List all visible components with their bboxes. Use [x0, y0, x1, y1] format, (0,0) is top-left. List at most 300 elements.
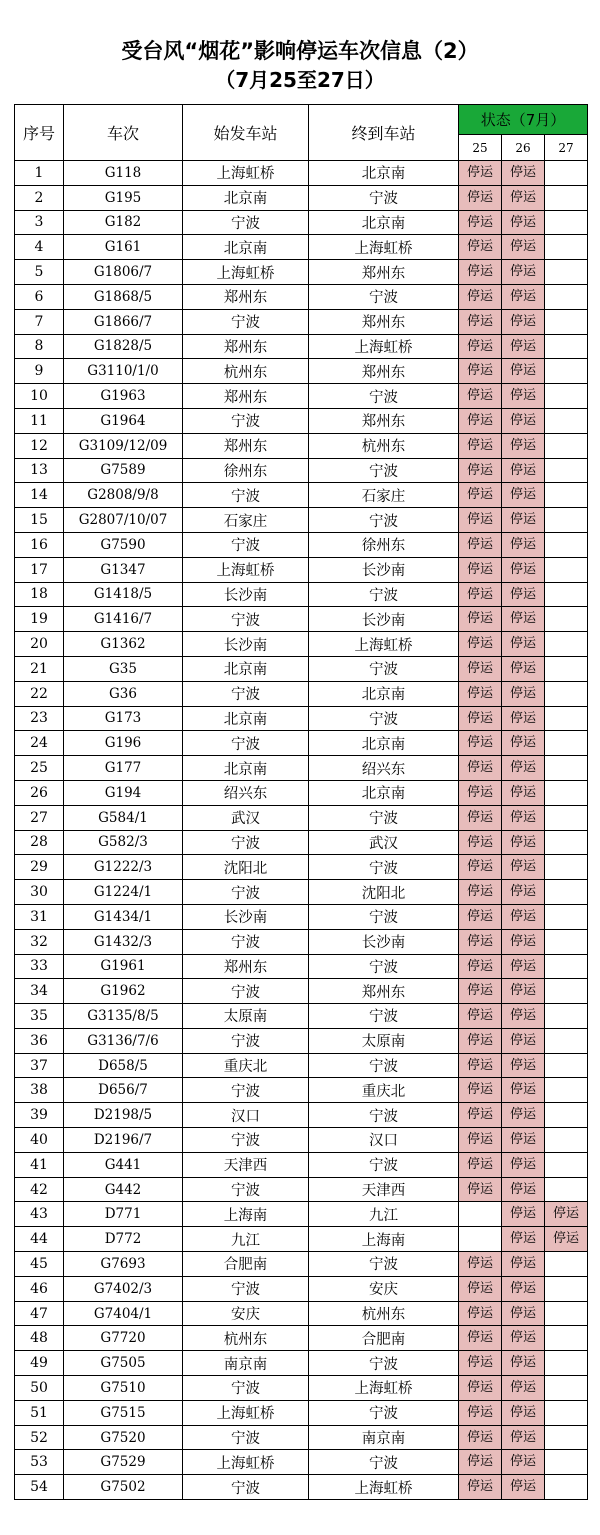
row-status-day-27 — [545, 284, 588, 309]
row-index: 17 — [15, 557, 64, 582]
row-destination: 北京南 — [309, 780, 459, 805]
row-train: G2807/10/07 — [64, 508, 183, 533]
stopped-badge: 停运 — [466, 1404, 493, 1420]
table-row — [15, 731, 588, 756]
row-status-day-26 — [502, 1177, 545, 1202]
row-origin: 宁波 — [183, 607, 309, 632]
row-origin: 北京南 — [183, 235, 309, 260]
row-status-day-25 — [459, 1028, 502, 1053]
row-destination: 宁波 — [309, 1450, 459, 1475]
row-train: G2808/9/8 — [64, 483, 183, 508]
row-origin: 宁波 — [183, 309, 309, 334]
stopped-badge: 停运 — [466, 214, 493, 230]
table-row — [15, 1326, 588, 1351]
table-row — [15, 929, 588, 954]
stopped-badge: 停运 — [552, 1231, 579, 1247]
row-destination: 宁波 — [309, 904, 459, 929]
row-status-day-26 — [502, 731, 545, 756]
row-train: D656/7 — [64, 1078, 183, 1103]
stopped-badge: 停运 — [509, 288, 536, 304]
row-status-day-26 — [502, 1351, 545, 1376]
row-status-day-26 — [502, 1301, 545, 1326]
stopped-badge: 停运 — [509, 1206, 536, 1222]
stopped-badge: 停运 — [509, 1231, 536, 1247]
row-status-day-25 — [459, 656, 502, 681]
row-status-day-26 — [502, 1276, 545, 1301]
row-origin: 郑州东 — [183, 433, 309, 458]
stopped-badge: 停运 — [509, 1330, 536, 1346]
row-train: G1432/3 — [64, 929, 183, 954]
row-index: 52 — [15, 1425, 64, 1450]
suspended-trains-table — [14, 104, 588, 1500]
row-status-day-27 — [545, 185, 588, 210]
stopped-badge: 停运 — [466, 1256, 493, 1272]
stopped-badge: 停运 — [509, 1107, 536, 1123]
row-destination: 宁波 — [309, 706, 459, 731]
row-status-day-27 — [545, 508, 588, 533]
stopped-badge: 停运 — [509, 412, 536, 428]
row-origin: 上海虹桥 — [183, 1450, 309, 1475]
row-destination: 绍兴东 — [309, 756, 459, 781]
row-status-day-27 — [545, 1078, 588, 1103]
row-index: 16 — [15, 532, 64, 557]
row-origin: 郑州东 — [183, 284, 309, 309]
row-train: G3136/7/6 — [64, 1028, 183, 1053]
stopped-badge: 停运 — [466, 1454, 493, 1470]
row-train: G177 — [64, 756, 183, 781]
row-index: 35 — [15, 1004, 64, 1029]
row-status-day-27 — [545, 1326, 588, 1351]
row-status-day-26 — [502, 359, 545, 384]
row-status-day-26 — [502, 880, 545, 905]
row-train: G194 — [64, 780, 183, 805]
table-row — [15, 161, 588, 186]
row-train: G1224/1 — [64, 880, 183, 905]
stopped-badge: 停运 — [466, 1280, 493, 1296]
row-status-day-27 — [545, 1301, 588, 1326]
row-status-day-25 — [459, 235, 502, 260]
stopped-badge: 停运 — [509, 264, 536, 280]
row-status-day-26 — [502, 284, 545, 309]
row-origin: 北京南 — [183, 185, 309, 210]
stopped-badge: 停运 — [466, 636, 493, 652]
stopped-badge: 停运 — [509, 1057, 536, 1073]
row-status-day-26 — [502, 309, 545, 334]
row-status-day-25 — [459, 979, 502, 1004]
stopped-badge: 停运 — [509, 1032, 536, 1048]
row-status-day-25 — [459, 532, 502, 557]
row-index: 44 — [15, 1227, 64, 1252]
row-index: 36 — [15, 1028, 64, 1053]
row-train: G161 — [64, 235, 183, 260]
row-destination: 宁波 — [309, 954, 459, 979]
row-index: 30 — [15, 880, 64, 905]
row-index: 47 — [15, 1301, 64, 1326]
stopped-badge: 停运 — [466, 784, 493, 800]
row-origin: 汉口 — [183, 1103, 309, 1128]
row-origin: 长沙南 — [183, 632, 309, 657]
stopped-badge: 停运 — [466, 1181, 493, 1197]
table-row — [15, 1376, 588, 1401]
table-row — [15, 780, 588, 805]
row-destination: 北京南 — [309, 210, 459, 235]
row-train: G35 — [64, 656, 183, 681]
row-destination: 沈阳北 — [309, 880, 459, 905]
row-status-day-25 — [459, 1004, 502, 1029]
row-status-day-26 — [502, 830, 545, 855]
row-index: 48 — [15, 1326, 64, 1351]
stopped-badge: 停运 — [509, 512, 536, 528]
row-status-day-26 — [502, 582, 545, 607]
header-status: 状态（7月） — [459, 105, 588, 135]
row-status-day-27 — [545, 235, 588, 260]
table-row — [15, 508, 588, 533]
row-status-day-27 — [545, 904, 588, 929]
row-destination: 郑州东 — [309, 309, 459, 334]
row-status-day-27 — [545, 1177, 588, 1202]
row-train: G1806/7 — [64, 260, 183, 285]
table-row — [15, 1078, 588, 1103]
stopped-badge: 停运 — [509, 363, 536, 379]
table-row — [15, 607, 588, 632]
row-status-day-27 — [545, 161, 588, 186]
stopped-badge: 停运 — [509, 1404, 536, 1420]
stopped-badge: 停运 — [466, 487, 493, 503]
stopped-badge: 停运 — [509, 1280, 536, 1296]
table-row — [15, 880, 588, 905]
row-index: 2 — [15, 185, 64, 210]
row-origin: 宁波 — [183, 532, 309, 557]
row-train: G1434/1 — [64, 904, 183, 929]
row-status-day-27 — [545, 805, 588, 830]
stopped-badge: 停运 — [509, 1355, 536, 1371]
row-status-day-26 — [502, 756, 545, 781]
row-status-day-25 — [459, 1425, 502, 1450]
row-status-day-27 — [545, 1425, 588, 1450]
table-body — [15, 161, 588, 1500]
stopped-badge: 停运 — [509, 859, 536, 875]
row-origin: 天津西 — [183, 1152, 309, 1177]
row-status-day-25 — [459, 904, 502, 929]
row-status-day-25 — [459, 607, 502, 632]
row-index: 4 — [15, 235, 64, 260]
row-index: 29 — [15, 855, 64, 880]
row-train: G7529 — [64, 1450, 183, 1475]
stopped-badge: 停运 — [466, 660, 493, 676]
stopped-badge: 停运 — [466, 462, 493, 478]
row-origin: 宁波 — [183, 880, 309, 905]
row-index: 12 — [15, 433, 64, 458]
row-status-day-27 — [545, 260, 588, 285]
stopped-badge: 停运 — [509, 958, 536, 974]
row-origin: 长沙南 — [183, 582, 309, 607]
row-origin: 绍兴东 — [183, 780, 309, 805]
row-index: 28 — [15, 830, 64, 855]
row-train: D2198/5 — [64, 1103, 183, 1128]
row-train: G1362 — [64, 632, 183, 657]
stopped-badge: 停运 — [466, 437, 493, 453]
row-status-day-25 — [459, 1450, 502, 1475]
row-status-day-26 — [502, 161, 545, 186]
row-destination: 宁波 — [309, 656, 459, 681]
row-train: G7404/1 — [64, 1301, 183, 1326]
row-status-day-27 — [545, 880, 588, 905]
row-index: 7 — [15, 309, 64, 334]
table-row — [15, 1004, 588, 1029]
row-destination: 九江 — [309, 1202, 459, 1227]
row-index: 1 — [15, 161, 64, 186]
table-row — [15, 1202, 588, 1227]
row-status-day-25 — [459, 880, 502, 905]
row-origin: 沈阳北 — [183, 855, 309, 880]
row-index: 37 — [15, 1053, 64, 1078]
row-train: D772 — [64, 1227, 183, 1252]
row-train: G584/1 — [64, 805, 183, 830]
row-destination: 上海虹桥 — [309, 334, 459, 359]
table-row — [15, 1450, 588, 1475]
stopped-badge: 停运 — [466, 512, 493, 528]
stopped-badge: 停运 — [509, 1380, 536, 1396]
stopped-badge: 停运 — [509, 338, 536, 354]
row-index: 39 — [15, 1103, 64, 1128]
row-status-day-27 — [545, 855, 588, 880]
table-row — [15, 830, 588, 855]
row-status-day-25 — [459, 706, 502, 731]
table-row — [15, 1252, 588, 1277]
row-origin: 宁波 — [183, 1425, 309, 1450]
table-row — [15, 706, 588, 731]
row-status-day-25 — [459, 1053, 502, 1078]
row-status-day-26 — [502, 929, 545, 954]
row-destination: 宁波 — [309, 1252, 459, 1277]
row-status-day-25 — [459, 632, 502, 657]
row-status-day-25 — [459, 582, 502, 607]
row-status-day-25 — [459, 483, 502, 508]
row-status-day-27 — [545, 309, 588, 334]
stopped-badge: 停运 — [466, 1380, 493, 1396]
stopped-badge: 停运 — [466, 685, 493, 701]
stopped-badge: 停运 — [466, 1008, 493, 1024]
row-status-day-25 — [459, 260, 502, 285]
stopped-badge: 停运 — [509, 1082, 536, 1098]
row-status-day-26 — [502, 235, 545, 260]
row-status-day-25 — [459, 334, 502, 359]
row-status-day-26 — [502, 185, 545, 210]
table-row — [15, 1177, 588, 1202]
row-origin: 宁波 — [183, 731, 309, 756]
row-train: G7589 — [64, 458, 183, 483]
row-destination: 安庆 — [309, 1276, 459, 1301]
row-status-day-26 — [502, 408, 545, 433]
row-train: G1868/5 — [64, 284, 183, 309]
row-status-day-27 — [545, 1004, 588, 1029]
stopped-badge: 停运 — [466, 288, 493, 304]
row-status-day-25 — [459, 1351, 502, 1376]
row-status-day-25 — [459, 731, 502, 756]
row-train: G441 — [64, 1152, 183, 1177]
row-status-day-26 — [502, 1103, 545, 1128]
row-status-day-26 — [502, 1450, 545, 1475]
stopped-badge: 停运 — [509, 462, 536, 478]
stopped-badge: 停运 — [509, 586, 536, 602]
row-status-day-27 — [545, 557, 588, 582]
row-status-day-27 — [545, 483, 588, 508]
row-status-day-27 — [545, 954, 588, 979]
stopped-badge: 停运 — [509, 239, 536, 255]
row-index: 19 — [15, 607, 64, 632]
stopped-badge: 停运 — [466, 536, 493, 552]
table-row — [15, 433, 588, 458]
row-status-day-26 — [502, 334, 545, 359]
row-status-day-26 — [502, 433, 545, 458]
stopped-badge: 停运 — [466, 834, 493, 850]
row-status-day-25 — [459, 780, 502, 805]
row-index: 8 — [15, 334, 64, 359]
row-index: 22 — [15, 681, 64, 706]
row-status-day-25 — [459, 1227, 502, 1252]
row-train: G1222/3 — [64, 855, 183, 880]
row-train: G7505 — [64, 1351, 183, 1376]
row-origin: 合肥南 — [183, 1252, 309, 1277]
header-index: 序号 — [15, 105, 64, 161]
row-status-day-27 — [545, 1053, 588, 1078]
row-status-day-25 — [459, 359, 502, 384]
row-origin: 杭州东 — [183, 1326, 309, 1351]
row-status-day-27 — [545, 731, 588, 756]
row-status-day-27 — [545, 1103, 588, 1128]
row-origin: 宁波 — [183, 1078, 309, 1103]
row-status-day-25 — [459, 508, 502, 533]
table-row — [15, 681, 588, 706]
row-destination: 宁波 — [309, 1004, 459, 1029]
row-status-day-25 — [459, 681, 502, 706]
stopped-badge: 停运 — [466, 1305, 493, 1321]
table-row — [15, 582, 588, 607]
row-status-day-27 — [545, 1475, 588, 1500]
stopped-badge: 停运 — [509, 1008, 536, 1024]
row-destination: 宁波 — [309, 458, 459, 483]
table-row — [15, 656, 588, 681]
stopped-badge: 停运 — [509, 760, 536, 776]
row-train: G1418/5 — [64, 582, 183, 607]
row-train: G7402/3 — [64, 1276, 183, 1301]
stopped-badge: 停运 — [509, 908, 536, 924]
row-train: G7502 — [64, 1475, 183, 1500]
row-origin: 北京南 — [183, 706, 309, 731]
row-train: G3110/1/0 — [64, 359, 183, 384]
stopped-badge: 停运 — [509, 536, 536, 552]
stopped-badge: 停运 — [509, 710, 536, 726]
row-status-day-25 — [459, 1177, 502, 1202]
table-row — [15, 557, 588, 582]
row-status-day-26 — [502, 780, 545, 805]
header-day-25: 25 — [459, 135, 502, 161]
stopped-badge: 停运 — [509, 1429, 536, 1445]
row-index: 25 — [15, 756, 64, 781]
row-index: 38 — [15, 1078, 64, 1103]
row-origin: 北京南 — [183, 756, 309, 781]
row-status-day-25 — [459, 756, 502, 781]
row-status-day-26 — [502, 1376, 545, 1401]
stopped-badge: 停运 — [509, 685, 536, 701]
page-title: 受台风“烟花”影响停运车次信息（2） — [121, 39, 479, 63]
stopped-badge: 停运 — [509, 1454, 536, 1470]
row-index: 40 — [15, 1128, 64, 1153]
row-status-day-25 — [459, 1475, 502, 1500]
row-status-day-27 — [545, 607, 588, 632]
row-status-day-26 — [502, 1028, 545, 1053]
stopped-badge: 停运 — [509, 437, 536, 453]
row-origin: 杭州东 — [183, 359, 309, 384]
row-train: G173 — [64, 706, 183, 731]
row-status-day-27 — [545, 1227, 588, 1252]
row-status-day-27 — [545, 756, 588, 781]
row-status-day-27 — [545, 1252, 588, 1277]
table-row — [15, 1028, 588, 1053]
row-train: G7515 — [64, 1400, 183, 1425]
table-row — [15, 1152, 588, 1177]
row-status-day-25 — [459, 408, 502, 433]
row-status-day-27 — [545, 210, 588, 235]
header-destination: 终到车站 — [309, 105, 459, 161]
row-train: G195 — [64, 185, 183, 210]
row-status-day-26 — [502, 557, 545, 582]
stopped-badge: 停运 — [509, 660, 536, 676]
row-destination: 宁波 — [309, 1400, 459, 1425]
stopped-badge: 停运 — [466, 363, 493, 379]
table-row — [15, 1276, 588, 1301]
row-status-day-26 — [502, 1400, 545, 1425]
row-destination: 南京南 — [309, 1425, 459, 1450]
row-status-day-25 — [459, 1252, 502, 1277]
stopped-badge: 停运 — [509, 933, 536, 949]
table-row — [15, 1400, 588, 1425]
row-destination: 郑州东 — [309, 260, 459, 285]
row-status-day-26 — [502, 1326, 545, 1351]
row-destination: 宁波 — [309, 185, 459, 210]
row-origin: 上海南 — [183, 1202, 309, 1227]
row-destination: 北京南 — [309, 731, 459, 756]
row-status-day-27 — [545, 532, 588, 557]
row-status-day-25 — [459, 433, 502, 458]
row-status-day-27 — [545, 1276, 588, 1301]
row-train: G7693 — [64, 1252, 183, 1277]
stopped-badge: 停运 — [552, 1206, 579, 1222]
row-index: 32 — [15, 929, 64, 954]
row-index: 43 — [15, 1202, 64, 1227]
row-destination: 长沙南 — [309, 607, 459, 632]
row-status-day-26 — [502, 1475, 545, 1500]
row-train: G1828/5 — [64, 334, 183, 359]
row-index: 3 — [15, 210, 64, 235]
row-status-day-27 — [545, 656, 588, 681]
table-row — [15, 309, 588, 334]
table-row — [15, 979, 588, 1004]
table-row — [15, 210, 588, 235]
row-status-day-26 — [502, 706, 545, 731]
row-origin: 长沙南 — [183, 904, 309, 929]
stopped-badge: 停运 — [466, 189, 493, 205]
row-destination: 石家庄 — [309, 483, 459, 508]
table-row — [15, 284, 588, 309]
row-status-day-27 — [545, 1450, 588, 1475]
stopped-badge: 停运 — [466, 1330, 493, 1346]
row-destination: 宁波 — [309, 805, 459, 830]
row-destination: 上海虹桥 — [309, 235, 459, 260]
header-day-26: 26 — [502, 135, 545, 161]
row-origin: 宁波 — [183, 830, 309, 855]
stopped-badge: 停运 — [509, 313, 536, 329]
